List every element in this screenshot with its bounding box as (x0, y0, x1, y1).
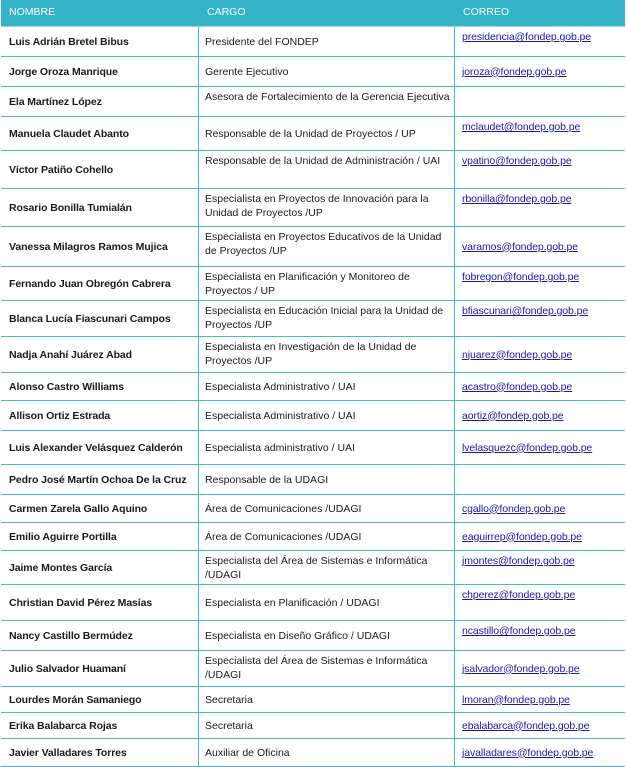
staff-role: Secretaria (199, 687, 455, 712)
staff-email-cell (455, 465, 625, 494)
staff-name: Julio Salvador Huamaní (1, 651, 199, 686)
email-link[interactable]: javalladares@fondep.gob.pe (462, 746, 594, 759)
staff-role: Especialista del Área de Sistemas e Informática /UDAGI (199, 551, 455, 584)
staff-name: Jorge Oroza Manrique (1, 57, 199, 86)
staff-role: Especialista administrativo / UAI (199, 431, 455, 464)
table-row (1, 87, 625, 117)
email-link[interactable]: varamos@fondep.gob.pe (462, 240, 578, 253)
staff-email-cell (455, 551, 625, 584)
staff-email-cell (455, 651, 625, 686)
staff-role: Especialista en Proyectos Educativos de la Unidad de Proyectos /UP (199, 227, 455, 266)
staff-email-cell (455, 621, 625, 650)
staff-role: Área de Comunicaciones /UDAGI (199, 495, 455, 522)
email-link[interactable]: lvelasquezc@fondep.gob.pe (462, 441, 593, 454)
header-role: CARGO (207, 6, 246, 18)
table-row (1, 523, 625, 551)
staff-name: Luis Adrián Bretel Bibus (1, 27, 199, 56)
header-email: CORREO (463, 6, 510, 18)
staff-email-cell (455, 301, 625, 336)
table-row (1, 739, 625, 767)
staff-role: Responsable de la Unidad de Proyectos / UP (199, 117, 455, 150)
table-row (1, 651, 625, 687)
staff-name: Ela Martínez López (1, 87, 199, 116)
staff-email-cell (455, 267, 625, 300)
staff-email-cell (455, 713, 625, 738)
staff-name: Rosario Bonilla Tumialán (1, 189, 199, 226)
staff-role: Especialista en Diseño Gráfico / UDAGI (199, 621, 455, 650)
staff-name: Fernando Juan Obregón Cabrera (1, 267, 199, 300)
table-row (1, 57, 625, 87)
staff-role: Especialista del Área de Sistemas e Informática /UDAGI (199, 651, 455, 686)
staff-name: Nadja Anahí Juárez Abad (1, 337, 199, 372)
table-row (1, 373, 625, 401)
table-row (1, 117, 625, 151)
table-row (1, 621, 625, 651)
staff-email-cell (455, 431, 625, 464)
table-row (1, 337, 625, 373)
table-row (1, 151, 625, 189)
staff-role: Especialista en Planificación y Monitoreo de Proyectos / UP (199, 267, 455, 300)
staff-email-cell (455, 189, 625, 226)
staff-email-cell (455, 739, 625, 766)
staff-role: Responsable de la UDAGI (199, 465, 455, 494)
table-row (1, 495, 625, 523)
staff-role: Especialista Administrativo / UAI (199, 401, 455, 430)
staff-role: Gerente Ejecutivo (199, 57, 455, 86)
staff-email-cell (455, 57, 625, 86)
staff-email-cell (455, 523, 625, 550)
table-row (1, 189, 625, 227)
staff-role: Especialista en Educación Inicial para la Unidad de Proyectos /UP (199, 301, 455, 336)
staff-role: Especialista Administrativo / UAI (199, 373, 455, 400)
staff-name: Blanca Lucía Fiascunari Campos (1, 301, 199, 336)
staff-name: Javier Valladares Torres (1, 739, 199, 766)
email-link[interactable]: ebalabarca@fondep.gob.pe (462, 719, 590, 732)
email-link[interactable]: cgallo@fondep.gob.pe (462, 502, 566, 515)
table-row (1, 401, 625, 431)
staff-email-cell (455, 495, 625, 522)
table-header (1, 0, 625, 27)
staff-role: Responsable de la Unidad de Administración / UAI (199, 151, 455, 188)
email-link[interactable]: bfiascunari@fondep.gob.pe (462, 305, 589, 317)
staff-email-cell (455, 227, 625, 266)
staff-email-cell (455, 337, 625, 372)
table-row (1, 585, 625, 621)
table-row (1, 27, 625, 57)
staff-email-cell (455, 117, 625, 150)
staff-role: Especialista en Planificación / UDAGI (199, 585, 455, 620)
table-row (1, 465, 625, 495)
staff-email-cell (455, 27, 625, 56)
staff-role: Auxiliar de Oficina (199, 739, 455, 766)
table-row (1, 227, 625, 267)
email-link[interactable]: joroza@fondep.gob.pe (462, 65, 567, 78)
staff-directory-table (1, 0, 625, 767)
staff-email-cell (455, 585, 625, 620)
email-link[interactable]: acastro@fondep.gob.pe (462, 380, 573, 393)
staff-name: Lourdes Morán Samaniego (1, 687, 199, 712)
staff-email-cell (455, 87, 625, 116)
email-link[interactable]: ncastillo@fondep.gob.pe (462, 625, 576, 637)
email-link[interactable]: fobregon@fondep.gob.pe (462, 271, 580, 283)
email-link[interactable]: jmontes@fondep.gob.pe (462, 555, 575, 567)
staff-name: Pedro José Martín Ochoa De la Cruz (1, 465, 199, 494)
table-body (1, 27, 625, 767)
email-link[interactable]: presidencia@fondep.gob.pe (462, 31, 592, 43)
staff-name: Carmen Zarela Gallo Aquino (1, 495, 199, 522)
staff-name: Jaime Montes García (1, 551, 199, 584)
header-name: NOMBRE (9, 6, 56, 18)
email-link[interactable]: aortiz@fondep.gob.pe (462, 409, 564, 422)
email-link[interactable]: rbonilla@fondep.gob.pe (462, 193, 572, 205)
table-row (1, 687, 625, 713)
email-link[interactable]: njuarez@fondep.gob.pe (462, 348, 573, 361)
staff-name: Alonso Castro Williams (1, 373, 199, 400)
staff-name: Christian David Pérez Masías (1, 585, 199, 620)
staff-name: Erika Balabarca Rojas (1, 713, 199, 738)
staff-name: Emilio Aguirre Portilla (1, 523, 199, 550)
staff-email-cell (455, 687, 625, 712)
staff-name: Nancy Castillo Bermúdez (1, 621, 199, 650)
staff-role: Secretaria (199, 713, 455, 738)
staff-role: Asesora de Fortalecimiento de la Gerencia Ejecutiva (199, 87, 455, 116)
email-link[interactable]: eaguirrep@fondep.gob.pe (462, 530, 582, 543)
table-row (1, 431, 625, 465)
staff-name: Víctor Patiño Cohello (1, 151, 199, 188)
staff-name: Luis Alexander Velásquez Calderón (1, 431, 199, 464)
staff-email-cell (455, 151, 625, 188)
email-link[interactable]: chperez@fondep.gob.pe (462, 589, 576, 601)
staff-role: Presidente del FONDEP (199, 27, 455, 56)
staff-role: Especialista en Proyectos de Innovación para la Unidad de Proyectos /UP (199, 189, 455, 226)
staff-role: Área de Comunicaciones /UDAGI (199, 523, 455, 550)
staff-name: Allison Ortiz Estrada (1, 401, 199, 430)
staff-email-cell (455, 401, 625, 430)
staff-name: Vanessa Milagros Ramos Mujica (1, 227, 199, 266)
table-row (1, 713, 625, 739)
table-row (1, 267, 625, 301)
table-row (1, 301, 625, 337)
email-link[interactable]: mclaudet@fondep.gob.pe (462, 121, 581, 133)
email-link[interactable]: jsalvador@fondep.gob.pe (462, 662, 580, 675)
staff-role: Especialista en Investigación de la Unidad de Proyectos /UP (199, 337, 455, 372)
email-link[interactable]: vpatino@fondep.gob.pe (462, 155, 572, 167)
table-row (1, 551, 625, 585)
staff-name: Manuela Claudet Abanto (1, 117, 199, 150)
staff-email-cell (455, 373, 625, 400)
email-link[interactable]: lmoran@fondep.gob.pe (462, 693, 570, 706)
